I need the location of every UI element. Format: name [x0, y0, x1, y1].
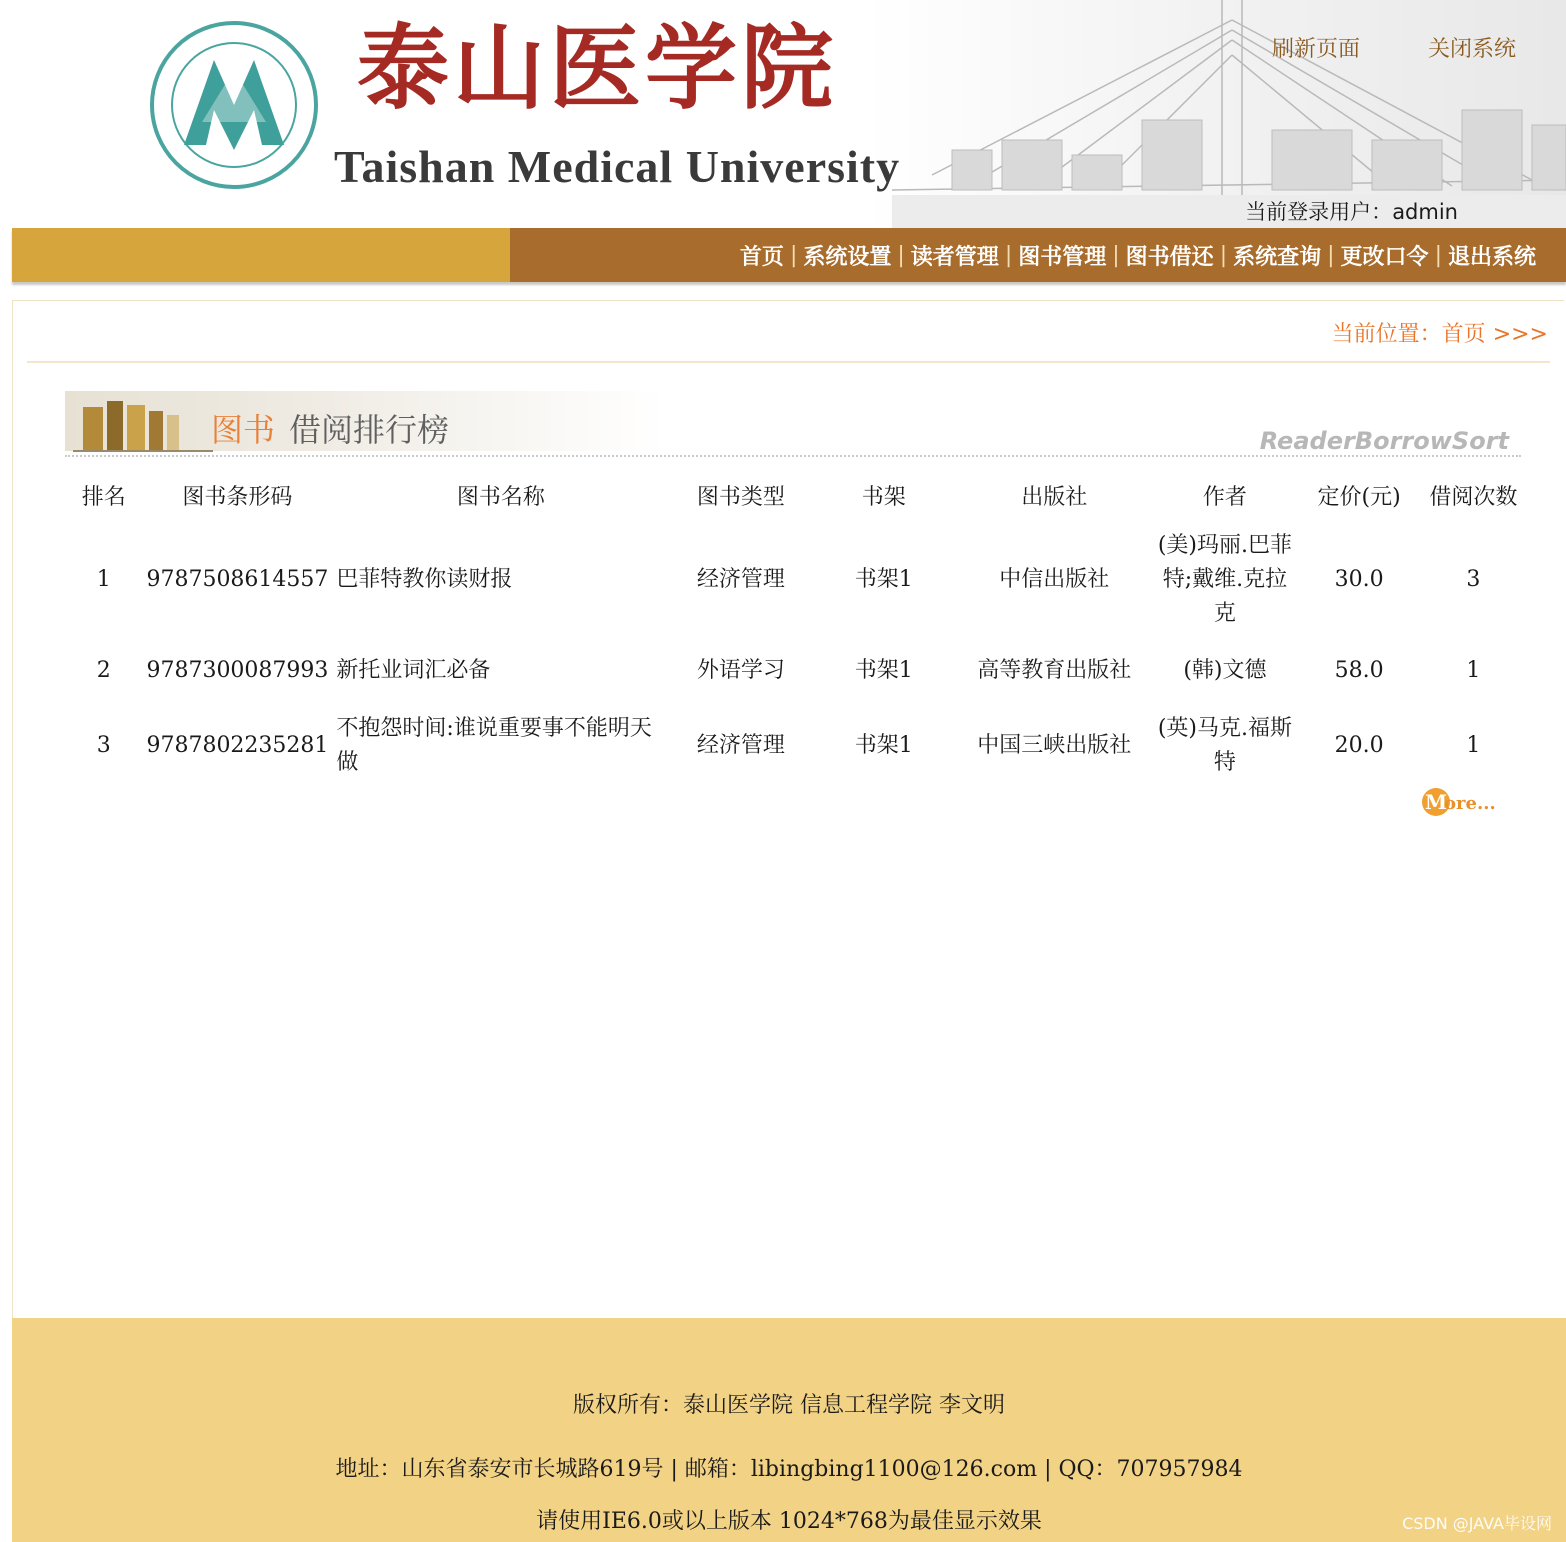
breadcrumb-arrows: >>>: [1492, 322, 1548, 347]
column-header: 图书条形码: [182, 484, 293, 510]
table-row: [65, 639, 1525, 703]
book-type-cell: 经济管理: [696, 567, 785, 592]
breadcrumb-divider: [27, 361, 1550, 363]
ranking-section-banner: [65, 375, 1521, 457]
nav-system-query[interactable]: 系统查询: [1233, 244, 1322, 270]
book-name-cell: 不抱怨时间:谁说重要事不能明天做: [336, 716, 652, 775]
nav-change-password[interactable]: 更改口令: [1340, 244, 1429, 270]
shelf-cell: 书架1: [854, 733, 913, 758]
barcode-cell: 9787802235281: [146, 733, 329, 758]
book-name-cell: 巴菲特教你读财报: [336, 567, 513, 592]
nav-separator: |: [1434, 242, 1442, 268]
more-button[interactable]: [1420, 785, 1516, 819]
column-header: 借阅次数: [1429, 484, 1518, 510]
nav-logout[interactable]: 退出系统: [1447, 244, 1536, 270]
shelf-cell: 书架1: [854, 658, 913, 683]
column-header: 出版社: [1021, 484, 1088, 510]
author-cell: (英)马克.福斯特: [1157, 716, 1293, 775]
footer-address: 地址：山东省泰安市长城路619号 | 邮箱：libingbing1100@126.com | QQ：707957984: [335, 1457, 1243, 1482]
book-type-cell: 外语学习: [696, 658, 785, 683]
brand-chinese-name: 泰山医学院: [357, 14, 838, 122]
column-header: 定价(元): [1317, 484, 1401, 510]
nav-book-management[interactable]: 图书管理: [1018, 244, 1107, 270]
price-cell: 30.0: [1334, 567, 1384, 592]
column-header: 图书类型: [696, 484, 785, 510]
footer-browser-tip: 请使用IE6.0或以上版本 1024*768为最佳显示效果: [536, 1509, 1042, 1534]
price-cell: 20.0: [1334, 733, 1384, 758]
more-button-initial: M: [1425, 790, 1448, 814]
borrow-count-cell: 1: [1466, 658, 1481, 683]
current-user-label: 当前登录用户：: [1245, 200, 1393, 224]
current-user-name: admin: [1392, 200, 1458, 224]
table-row: [65, 703, 1525, 789]
barcode-cell: 9787508614557: [146, 567, 329, 592]
nav-separator: |: [1004, 242, 1013, 268]
breadcrumb: [1332, 317, 1548, 348]
column-header: 书架: [861, 484, 906, 510]
more-button-label: ore...: [1444, 793, 1496, 814]
author-cell: (韩)文德: [1183, 658, 1267, 683]
publisher-cell: 高等教育出版社: [977, 658, 1132, 683]
borrow-count-cell: 3: [1466, 567, 1481, 592]
section-title: 借阅排行榜: [289, 411, 450, 449]
current-user: [1245, 196, 1458, 226]
rank-cell: 1: [96, 567, 111, 592]
nav-separator: |: [1219, 242, 1228, 268]
refresh-page-link[interactable]: 刷新页面: [1272, 37, 1361, 62]
borrow-count-cell: 1: [1466, 733, 1481, 758]
author-cell: (美)玛丽.巴菲特;戴维.克拉克: [1157, 533, 1293, 626]
books-icon: [73, 393, 213, 455]
nav-reader-management[interactable]: 读者管理: [910, 244, 999, 270]
book-name-cell: 新托业词汇必备: [336, 658, 491, 683]
site-footer: [12, 1318, 1566, 1542]
price-cell: 58.0: [1334, 658, 1384, 683]
publisher-cell: 中信出版社: [999, 567, 1110, 592]
breadcrumb-label: 当前位置：: [1331, 322, 1442, 347]
breadcrumb-home-link[interactable]: 首页: [1441, 322, 1486, 347]
rank-cell: 2: [96, 658, 111, 683]
section-title-english: ReaderBorrowSort: [1259, 427, 1509, 455]
site-header: [12, 0, 1566, 228]
university-logo: [144, 10, 324, 200]
nav-separator: |: [789, 242, 798, 268]
barcode-cell: 9787300087993: [146, 658, 329, 683]
csdn-watermark: CSDN @JAVA毕设网: [1402, 1514, 1552, 1533]
brand-english-name: Taishan Medical University: [334, 141, 901, 192]
nav-home[interactable]: 首页: [739, 244, 784, 270]
book-type-cell: 经济管理: [696, 733, 785, 758]
table-row: [65, 521, 1525, 639]
rank-cell: 3: [96, 733, 111, 758]
footer-copyright: 版权所有：泰山医学院 信息工程学院 李文明: [573, 1393, 1005, 1418]
publisher-cell: 中国三峡出版社: [977, 733, 1132, 758]
column-header: 排名: [81, 484, 126, 510]
nav-separator: |: [1112, 242, 1120, 268]
nav-system-settings[interactable]: 系统设置: [803, 244, 892, 270]
section-title-accent: 图书: [211, 411, 276, 449]
main-nav: [12, 228, 1566, 282]
borrow-ranking-table: [65, 469, 1525, 789]
section-dotted-divider: [65, 455, 1521, 457]
nav-separator: |: [1327, 242, 1335, 268]
nav-book-borrow-return[interactable]: 图书借还: [1125, 244, 1214, 270]
table-header-row: [65, 469, 1525, 521]
nav-menu: [740, 228, 1536, 282]
nav-separator: |: [897, 242, 905, 268]
main-content: [12, 300, 1564, 1318]
close-system-link[interactable]: 关闭系统: [1428, 37, 1517, 62]
column-header: 作者: [1202, 484, 1247, 510]
shelf-cell: 书架1: [854, 567, 913, 592]
column-header: 图书名称: [456, 484, 545, 510]
